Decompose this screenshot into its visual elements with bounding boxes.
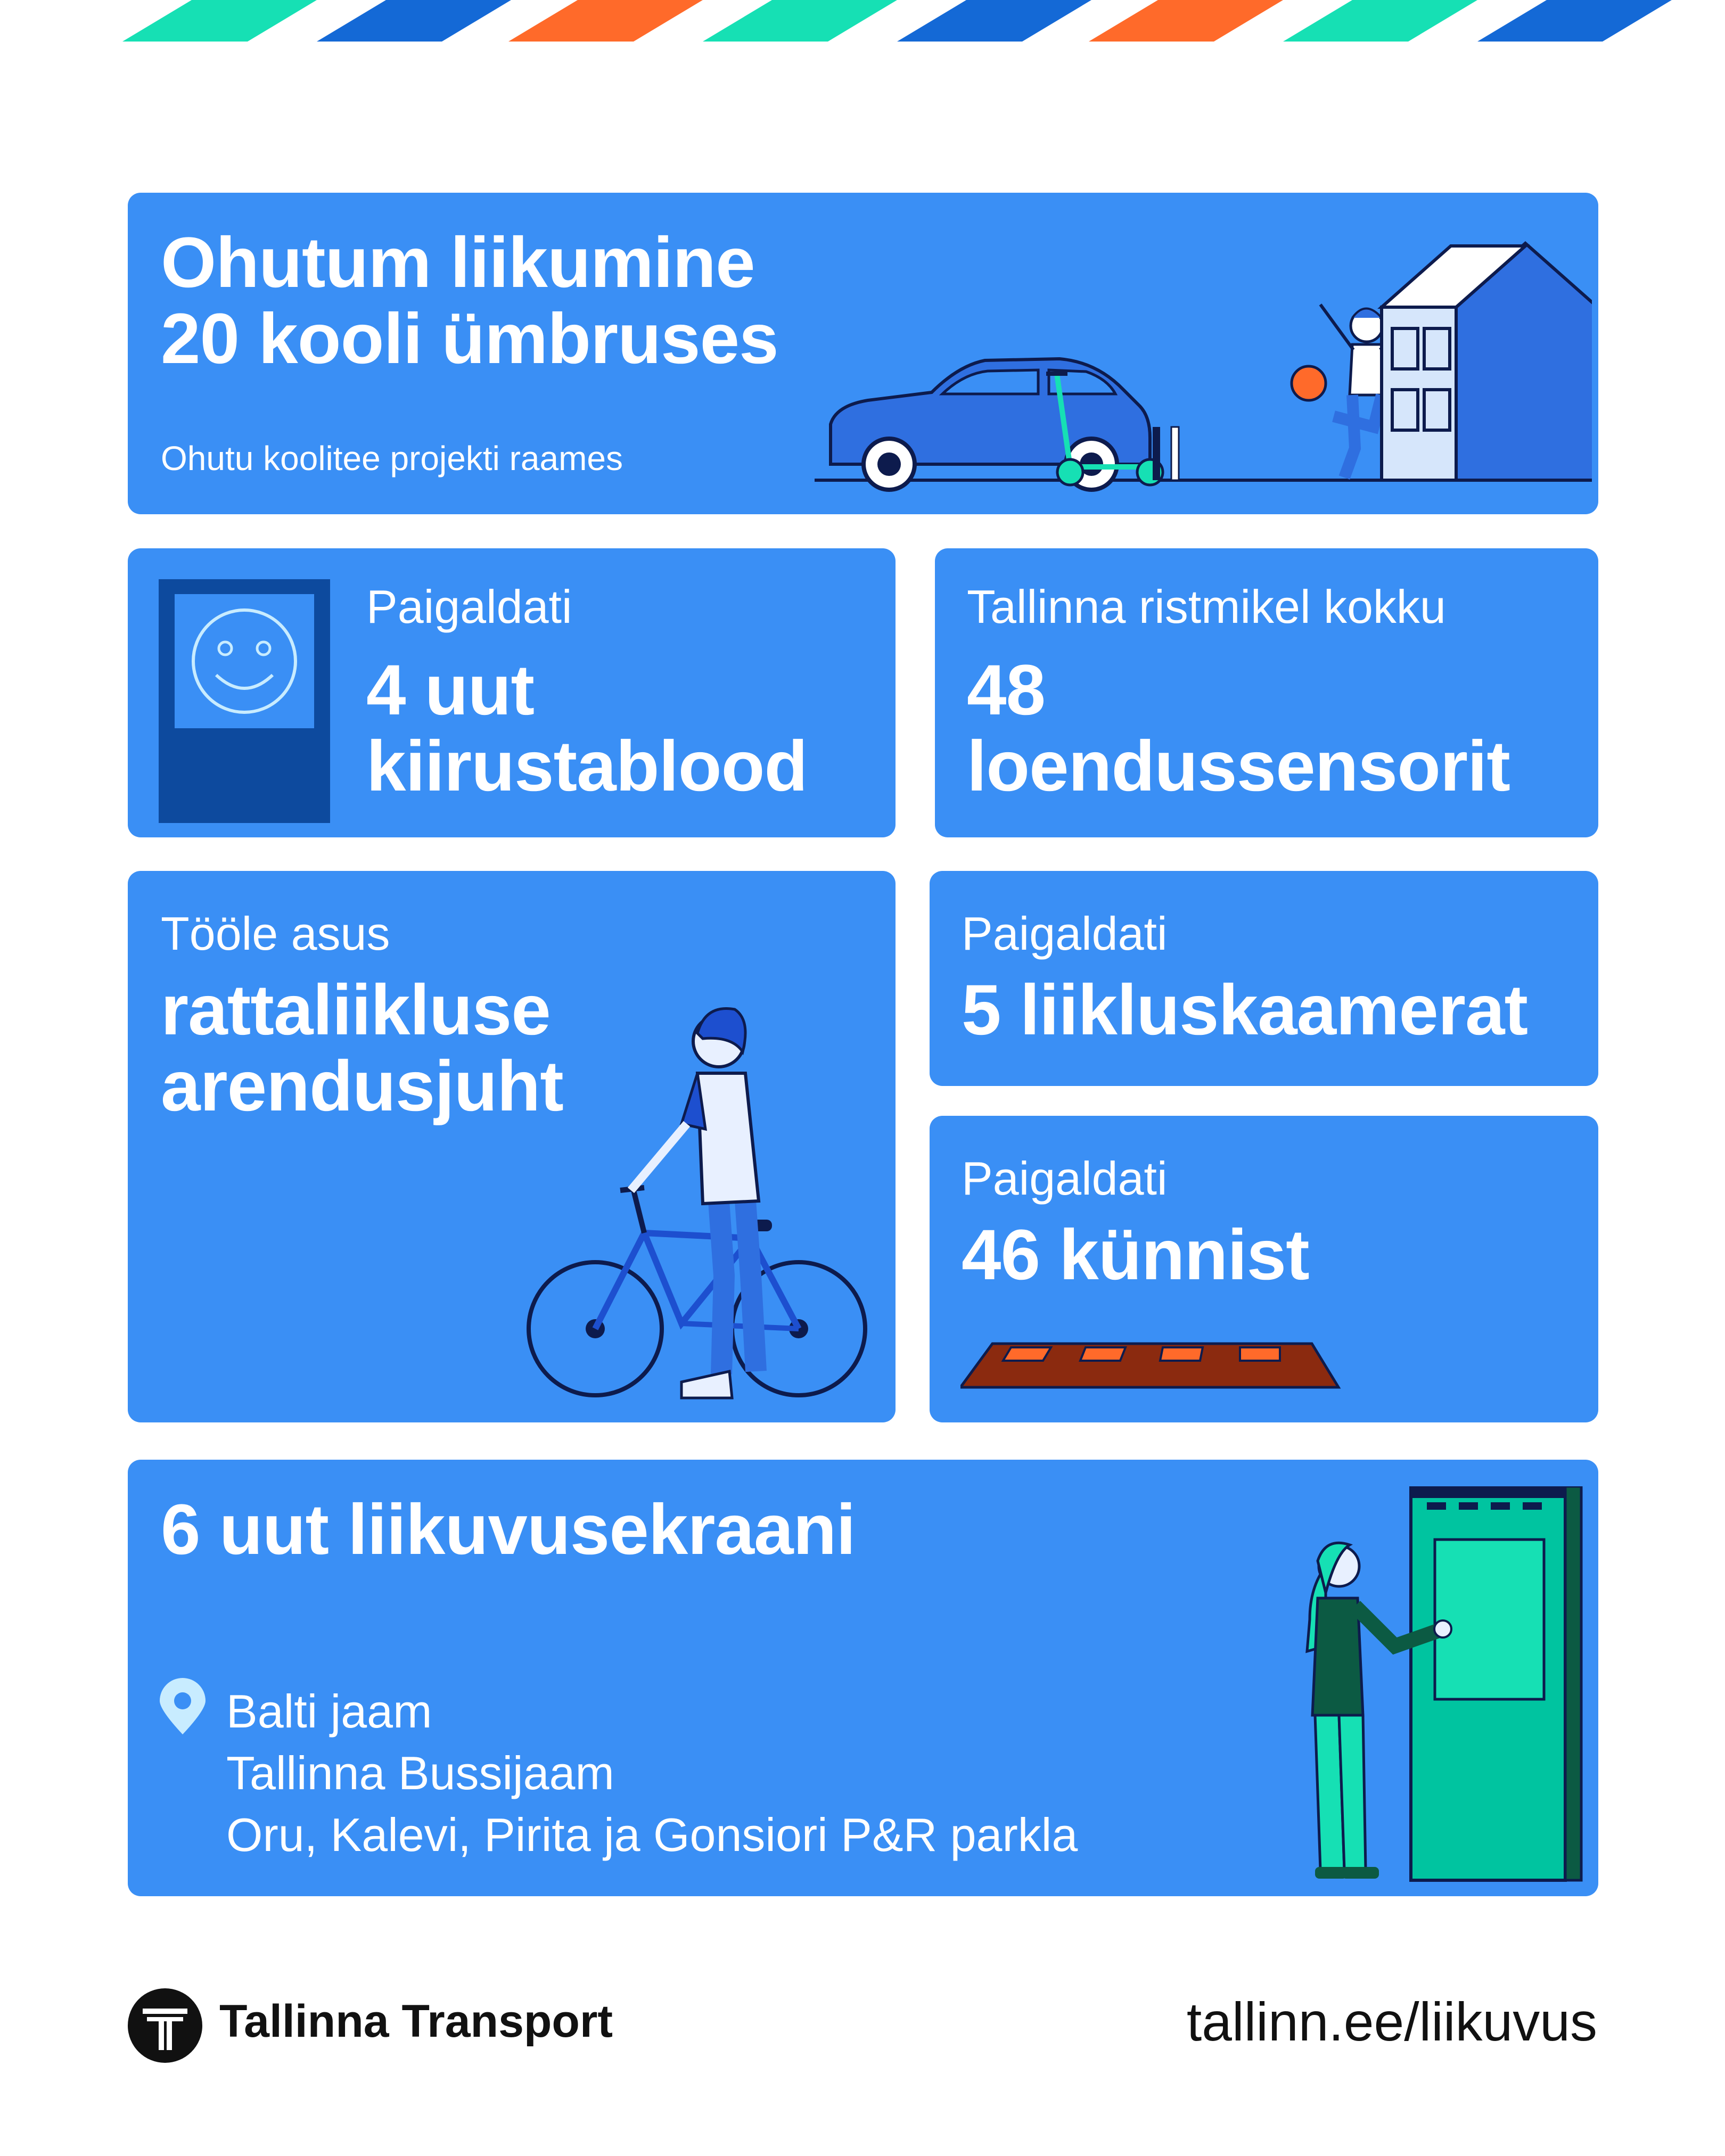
- bumps-label: Paigaldati: [962, 1152, 1168, 1205]
- sensors-value-line1: 48: [967, 651, 1046, 730]
- speed-bump-icon: [960, 1334, 1344, 1393]
- speed-boards-value-line1: 4 uut: [366, 651, 535, 730]
- location-item: Tallinna Bussijaam: [226, 1747, 614, 1799]
- location-item: Oru, Kalevi, Pirita ja Gonsiori P&R parkla: [226, 1808, 1078, 1861]
- footer-url[interactable]: tallinn.ee/liikuvus: [1186, 1992, 1597, 2052]
- sensors-label: Tallinna ristmikel kokku: [967, 580, 1446, 633]
- location-item: Balti jaam: [226, 1685, 432, 1738]
- person-at-screen-illustration: [1288, 1486, 1587, 1886]
- smiley-speed-board-icon: [159, 579, 330, 823]
- speed-boards-value-line2: kiirustablood: [366, 727, 808, 806]
- brand-name: Tallinna Transport: [219, 1996, 613, 2047]
- bike-manager-value-line1: rattaliikluse: [161, 970, 551, 1050]
- locations-list: [226, 1681, 1078, 1866]
- school-building-icon: [1382, 243, 1592, 480]
- bike-manager-value-line2: arendusjuht: [161, 1047, 563, 1126]
- speed-boards-label: Paigaldati: [366, 580, 572, 633]
- cameras-label: Paigaldati: [962, 907, 1168, 960]
- bumps-value: 46 künnist: [962, 1215, 1309, 1295]
- cameras-card: [930, 871, 1598, 1086]
- screens-title: 6 uut liikuvusekraani: [161, 1490, 856, 1569]
- hero-title-line1: Ohutum liikumine: [161, 223, 755, 302]
- speed-boards-card: [128, 548, 896, 837]
- bike-manager-label: Tööle asus: [161, 907, 390, 960]
- sensors-card: [935, 548, 1598, 837]
- cyclist-illustration: [522, 977, 884, 1414]
- cameras-value: 5 liikluskaamerat: [962, 970, 1528, 1050]
- car-icon: [831, 359, 1150, 490]
- bumps-card: [930, 1116, 1598, 1422]
- hero-title-line2: 20 kooli ümbruses: [161, 299, 778, 378]
- hero-subtitle: Ohutu koolitee projekti raames: [161, 439, 623, 478]
- school-scene-illustration: [809, 214, 1592, 512]
- screens-card: [128, 1460, 1598, 1896]
- location-pin-icon: [160, 1678, 206, 1737]
- tallinna-transport-logo-icon: [128, 1988, 202, 2063]
- bike-manager-card: [128, 871, 896, 1422]
- hero-card: [128, 193, 1598, 514]
- sensors-value-line2: loendussensorit: [967, 727, 1510, 806]
- decorative-stripes: [0, 0, 1725, 43]
